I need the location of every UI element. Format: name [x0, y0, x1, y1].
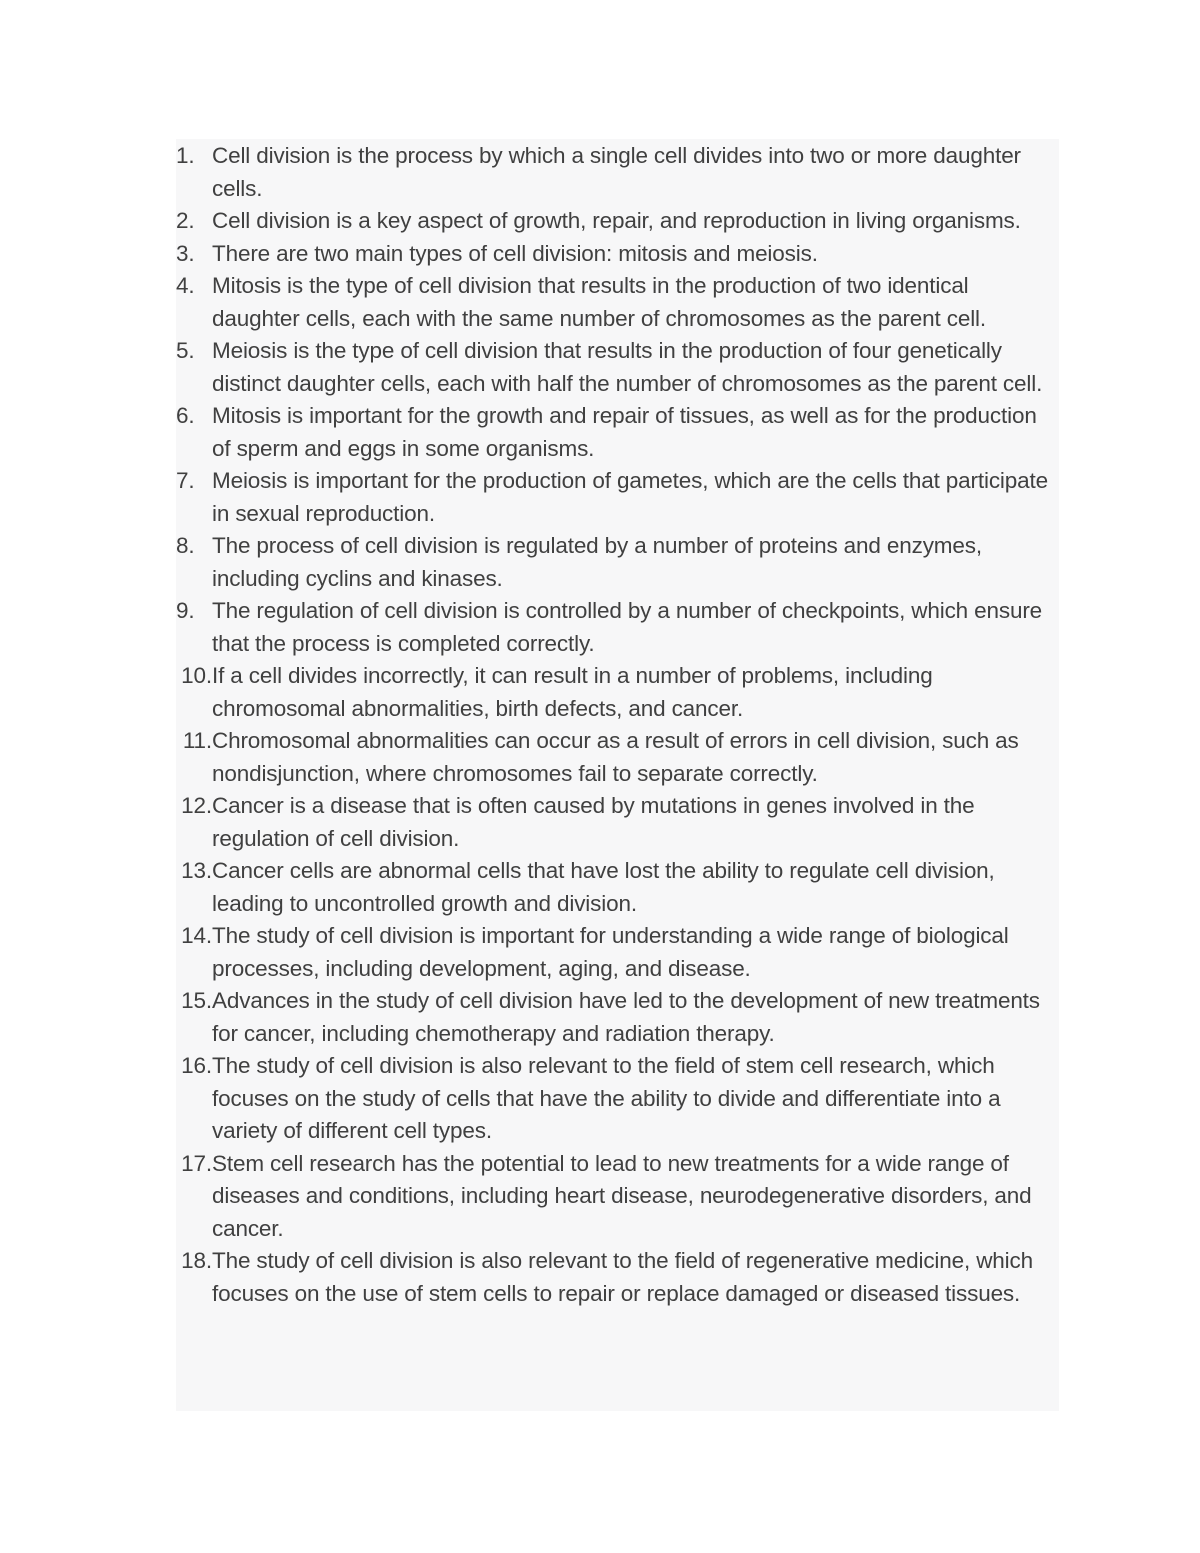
list-item-text: If a cell divides incorrectly, it can result in a number of problems, including chromosomal abnormalities, birth defects, and cancer.	[212, 663, 933, 721]
list-item-number: 5.	[176, 338, 195, 363]
list-item-number: 8.	[176, 533, 195, 558]
list-item-number: 2.	[176, 208, 195, 233]
list-item-text: The study of cell division is also relevant to the field of regenerative medicine, which focuses on the use of stem cells to repair or replace damaged or diseased tissues.	[212, 1248, 1033, 1306]
list-item-text: Cancer cells are abnormal cells that have lost the ability to regulate cell division, leading to uncontrolled growth and division.	[212, 858, 995, 916]
list-item	[176, 660, 1059, 725]
list-item	[176, 790, 1059, 855]
list-item-number: 17.	[181, 1150, 212, 1176]
list-item-text: The study of cell division is important for understanding a wide range of biological processes, including development, aging, and disease.	[212, 923, 1009, 981]
list-item	[176, 1148, 1059, 1246]
list-item	[176, 465, 1059, 530]
list-item	[176, 1050, 1059, 1148]
list-item-number: 6.	[176, 403, 195, 428]
list-item-text: Mitosis is important for the growth and repair of tissues, as well as for the production of sperm and eggs in some organisms.	[212, 403, 1037, 461]
list-item	[176, 855, 1059, 920]
list-item-number: 18.	[181, 1248, 212, 1273]
numbered-list-block	[176, 139, 1059, 1411]
list-item-text: Stem cell research has the potential to lead to new treatments for a wide range of diseases and conditions, including heart disease, neurodegenerative disorders, and cancer.	[212, 1150, 1032, 1241]
list-item-number: 10.	[181, 663, 212, 688]
list-item-number: 7.	[176, 468, 195, 493]
list-item	[176, 335, 1059, 400]
list-item-text: There are two main types of cell division: mitosis and meiosis.	[212, 240, 818, 266]
list-item-number: 1.	[176, 143, 195, 168]
list-item	[176, 530, 1059, 595]
list-item	[176, 270, 1059, 335]
list-item-text: Cell division is a key aspect of growth, repair, and reproduction in living organisms.	[212, 208, 1021, 233]
list-item-text: Chromosomal abnormalities can occur as a result of errors in cell division, such as nondisjunction, where chromosomes fail to separate correctly.	[212, 728, 1019, 786]
list-item-number: 3.	[176, 240, 195, 266]
list-item	[176, 400, 1059, 465]
list-item-text: The process of cell division is regulated by a number of proteins and enzymes, including cyclins and kinases.	[212, 533, 982, 591]
list-item-text: Meiosis is the type of cell division that results in the production of four genetically distinct daughter cells, each with half the number of chromosomes as the parent cell.	[212, 338, 1043, 396]
list-item	[176, 1245, 1059, 1310]
list-item	[176, 238, 1059, 271]
list-item-number: 16.	[181, 1053, 212, 1078]
list-item-number: 13.	[181, 858, 212, 883]
list-item-number: 11.	[182, 728, 212, 753]
numbered-list	[176, 140, 1059, 1310]
list-item-text: Mitosis is the type of cell division that results in the production of two identical daughter cells, each with the same number of chromosomes as the parent cell.	[212, 273, 987, 331]
list-item-text: Meiosis is important for the production of gametes, which are the cells that participate in sexual reproduction.	[212, 468, 1048, 526]
list-item	[176, 920, 1059, 985]
list-item-number: 9.	[176, 598, 195, 623]
list-item-number: 12.	[181, 793, 212, 818]
list-item-text: Advances in the study of cell division have led to the development of new treatments for cancer, including chemotherapy and radiation therapy.	[212, 988, 1040, 1046]
list-item-text: The regulation of cell division is controlled by a number of checkpoints, which ensure that the process is completed correctly.	[212, 598, 1043, 656]
list-item-number: 4.	[176, 273, 195, 298]
list-item	[176, 725, 1059, 790]
list-item	[176, 140, 1059, 205]
list-item	[176, 985, 1059, 1050]
list-item	[176, 205, 1059, 238]
list-item-number: 15.	[181, 988, 212, 1013]
list-item-text: Cell division is the process by which a single cell divides into two or more daughter cells.	[212, 143, 1021, 201]
list-item-number: 14.	[181, 923, 212, 948]
list-item-text: The study of cell division is also relevant to the field of stem cell research, which focuses on the study of cells that have the ability to divide and differentiate into a variety of different cell types.	[212, 1053, 1001, 1143]
list-item-text: Cancer is a disease that is often caused by mutations in genes involved in the regulation of cell division.	[212, 793, 975, 851]
list-item	[176, 595, 1059, 660]
